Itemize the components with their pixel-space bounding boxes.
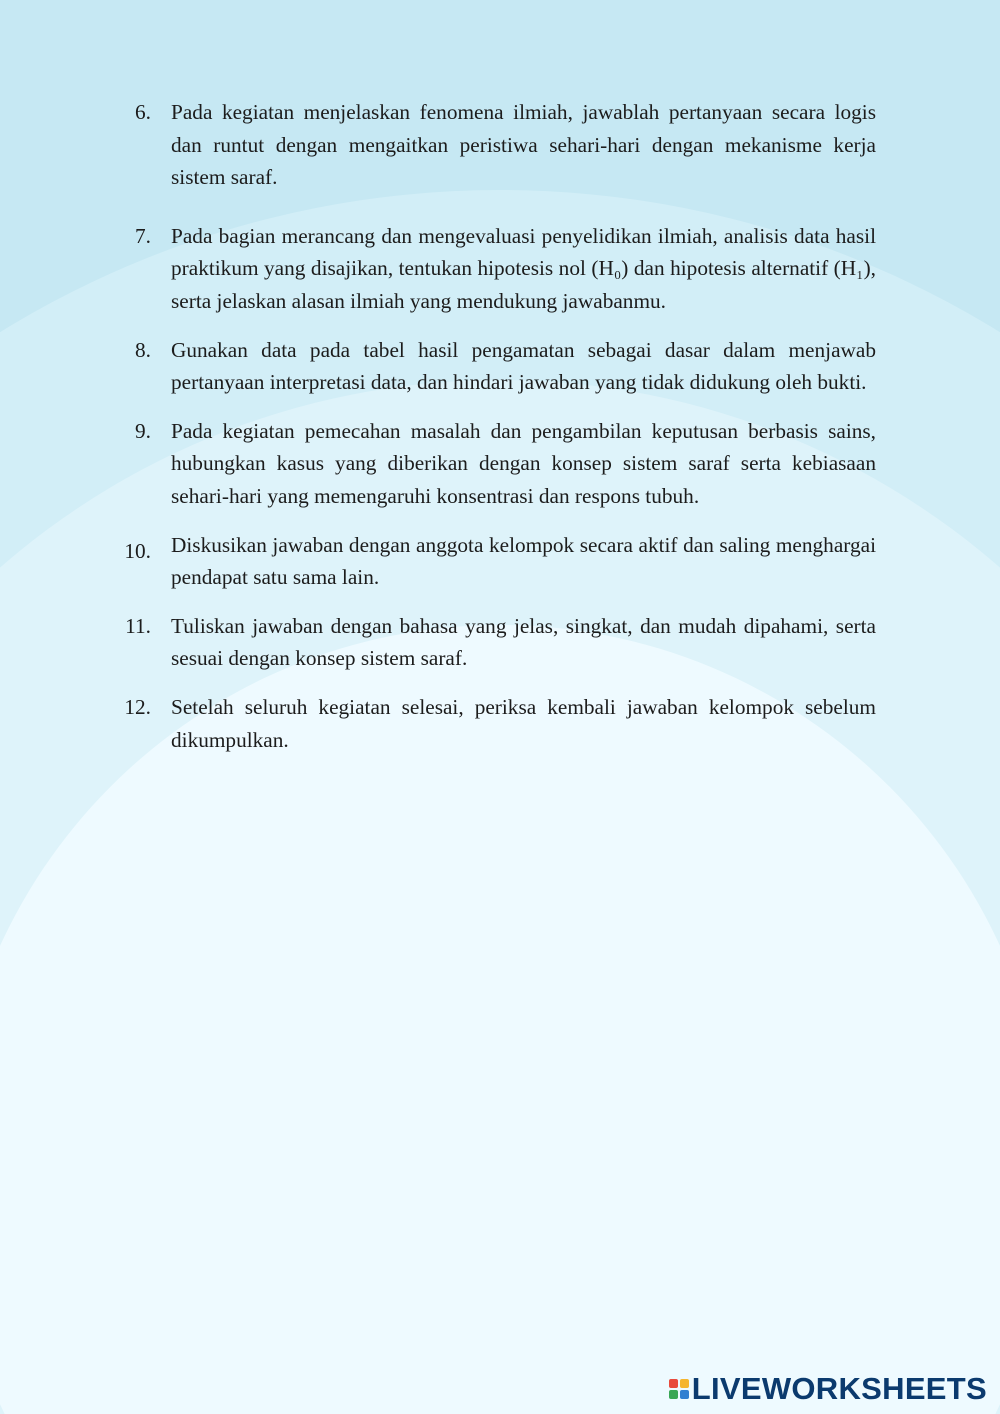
item-text: Pada kegiatan pemecahan masalah dan pengambilan keputusan berbasis sains, hubungkan kasus yang diberikan dengan konsep sistem saraf serta kebiasaan sehari-hari yang memengaruhi konsentrasi dan respons tubuh. [171,418,876,508]
instruction-list [120,96,876,756]
item-number: 11. [125,613,151,638]
logo-square-icon [680,1379,689,1388]
instruction-item-9 [120,415,876,513]
item-number: 10. [124,538,151,563]
item-number: 12. [124,694,151,719]
item-text: Gunakan data pada tabel hasil pengamatan sebagai dasar dalam menjawab pertanyaan interpretasi data, dan hindari jawaban yang tidak didukung oleh bukti. [171,337,876,395]
liveworksheets-logo[interactable] [669,1373,987,1404]
item-text: Setelah seluruh kegiatan selesai, periksa kembali jawaban kelompok sebelum dikumpulkan. [171,694,876,752]
item-text: Diskusikan jawaban dengan anggota kelompok secara aktif dan saling menghargai pendapat satu sama lain. [171,532,876,590]
instruction-item-7 [120,220,876,318]
logo-text: LIVEWORKSHEETS [691,1371,987,1406]
item-number: 9. [135,418,151,443]
instruction-item-6 [120,96,876,194]
item-number: 6. [135,100,151,124]
item-text: Tuliskan jawaban dengan bahasa yang jelas, singkat, dan mudah dipahami, serta sesuai dengan konsep sistem saraf. [171,613,876,671]
item-text: Pada bagian merancang dan mengevaluasi penyelidikan ilmiah, analisis data hasil praktikum yang disajikan, tentukan hipotesis nol (H₀) dan hipotesis alternatif (H₁), serta jelaskan alasan ilmiah yang mendukung jawabanmu. [171,223,876,313]
logo-square-icon [669,1379,678,1388]
liveworksheets-logo-icon [669,1379,689,1399]
instruction-item-12 [120,691,876,756]
item-number: 8. [135,337,151,362]
logo-square-icon [680,1390,689,1399]
instruction-item-11 [120,610,876,675]
item-number: 7. [135,223,151,248]
instruction-item-8 [120,334,876,399]
logo-square-icon [669,1390,678,1399]
instruction-item-10 [120,529,876,594]
item-text: Pada kegiatan menjelaskan fenomena ilmiah, jawablah pertanyaan secara logis dan runtut dengan mengaitkan peristiwa sehari-hari dengan mekanisme kerja sistem saraf. [171,100,876,190]
